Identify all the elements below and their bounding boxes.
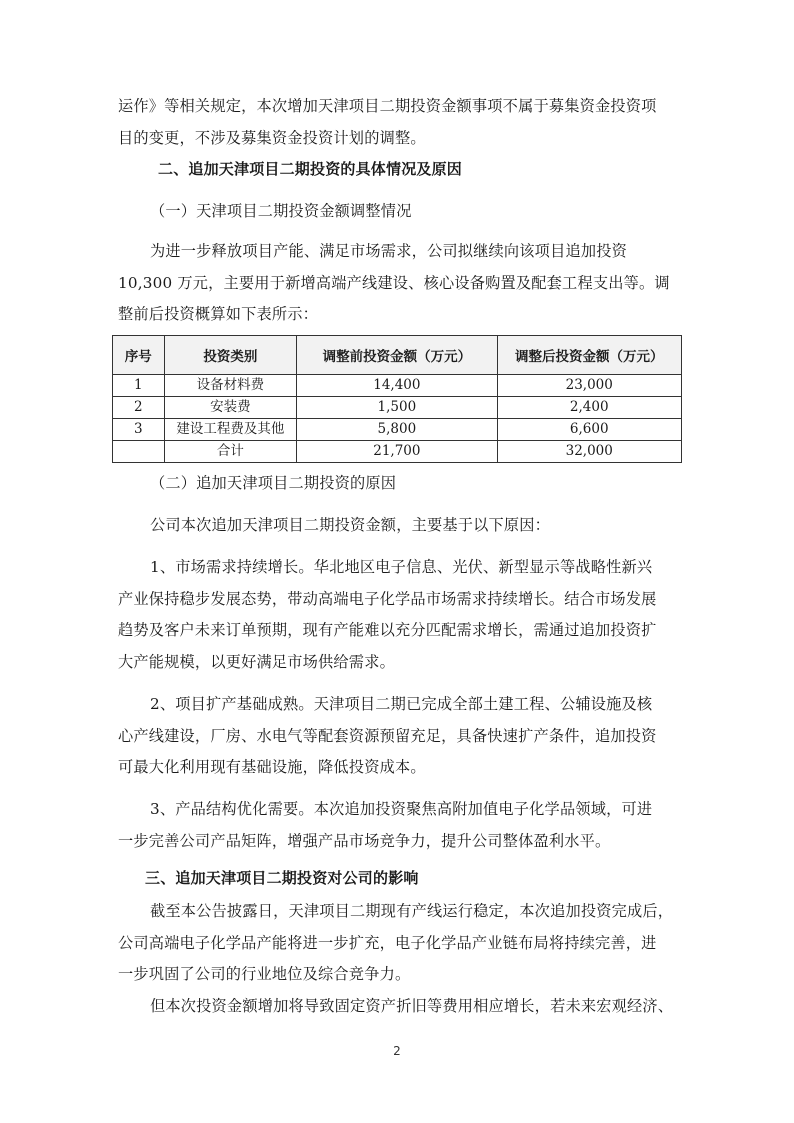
table-cell: 2 [113, 397, 165, 419]
investment-budget-table [112, 335, 682, 463]
table-row [113, 419, 682, 441]
table-cell: 32,000 [497, 441, 681, 463]
intro-line: 目的变更，不涉及募集资金投资计划的调整。 [118, 129, 426, 147]
table-cell: 6,600 [497, 419, 681, 441]
table-header-row [113, 336, 682, 375]
reason-1-line: 趋势及客户未来订单预期，现有产能难以充分匹配需求增长，需通过追加投资扩 [118, 621, 657, 639]
intro-line: 运作》等相关规定，本次增加天津项目二期投资金额事项不属于募集资金投资项 [118, 97, 657, 115]
reason-1-line: 大产能规模，以更好满足市场供给需求。 [118, 653, 395, 671]
section-heading: 二、追加天津项目二期投资的具体情况及原因 [158, 160, 463, 178]
table-cell: 设备材料费 [164, 375, 297, 397]
reason-3-line: 一步完善公司产品矩阵，增强产品市场竞争力，提升公司整体盈利水平。 [118, 832, 611, 850]
subsection-heading: （一）天津项目二期投资金额调整情况 [150, 202, 412, 220]
paragraph-line: 公司本次追加天津项目二期投资金额，主要基于以下原因： [150, 516, 551, 534]
paragraph-line: 截至本公告披露日，天津项目二期现有产线运行稳定，本次追加投资完成后， [150, 902, 674, 920]
table-cell: 建设工程费及其他 [164, 419, 297, 441]
table-row [113, 375, 682, 397]
table-cell: 合计 [164, 441, 297, 463]
paragraph-line: 为进一步释放项目产能、满足市场需求，公司拟继续向该项目追加投资 [150, 242, 628, 260]
reason-3-line: 3、产品结构优化需要。本次追加投资聚焦高附加值电子化学品领域，可进 [150, 800, 653, 818]
table-cell: 5,800 [297, 419, 497, 441]
reason-2-line: 可最大化利用现有基础设施，降低投资成本。 [118, 758, 426, 776]
table-cell: 3 [113, 419, 165, 441]
table-cell: 23,000 [497, 375, 681, 397]
table-cell [113, 441, 165, 463]
table-total-row [113, 441, 682, 463]
subsection-heading: （二）追加天津项目二期投资的原因 [150, 474, 397, 492]
table-cell: 2,400 [497, 397, 681, 419]
column-header: 投资类别 [164, 336, 297, 375]
reason-1-line: 1、市场需求持续增长。华北地区电子信息、光伏、新型显示等战略性新兴 [150, 558, 653, 576]
paragraph-line: 整前后投资概算如下表所示： [118, 305, 319, 323]
reason-2-line: 心产线建设，厂房、水电气等配套资源预留充足，具备快速扩产条件，追加投资 [118, 727, 657, 745]
section-heading: 三、追加天津项目二期投资对公司的影响 [145, 869, 419, 887]
column-header: 调整前投资金额（万元） [297, 336, 497, 375]
paragraph-line: 10,300 万元，主要用于新增高端产线建设、核心设备购置及配套工程支出等。调 [118, 274, 670, 292]
table-cell: 21,700 [297, 441, 497, 463]
paragraph-line: 但本次投资金额增加将导致固定资产折旧等费用相应增长，若未来宏观经济、 [150, 997, 674, 1015]
table-row [113, 397, 682, 419]
column-header: 调整后投资金额（万元） [497, 336, 681, 375]
page-number: 2 [393, 1044, 401, 1058]
paragraph-line: 公司高端电子化学品产能将进一步扩充，电子化学品产业链布局将持续完善，进 [118, 934, 657, 952]
reason-2-line: 2、项目扩产基础成熟。天津项目二期已完成全部土建工程、公辅设施及核 [150, 695, 653, 713]
table-cell: 1,500 [297, 397, 497, 419]
column-header: 序号 [113, 336, 165, 375]
table-cell: 安装费 [164, 397, 297, 419]
table-cell: 14,400 [297, 375, 497, 397]
paragraph-line: 一步巩固了公司的行业地位及综合竞争力。 [118, 965, 411, 983]
reason-1-line: 产业保持稳步发展态势，带动高端电子化学品市场需求持续增长。结合市场发展 [118, 590, 657, 608]
table-cell: 1 [113, 375, 165, 397]
